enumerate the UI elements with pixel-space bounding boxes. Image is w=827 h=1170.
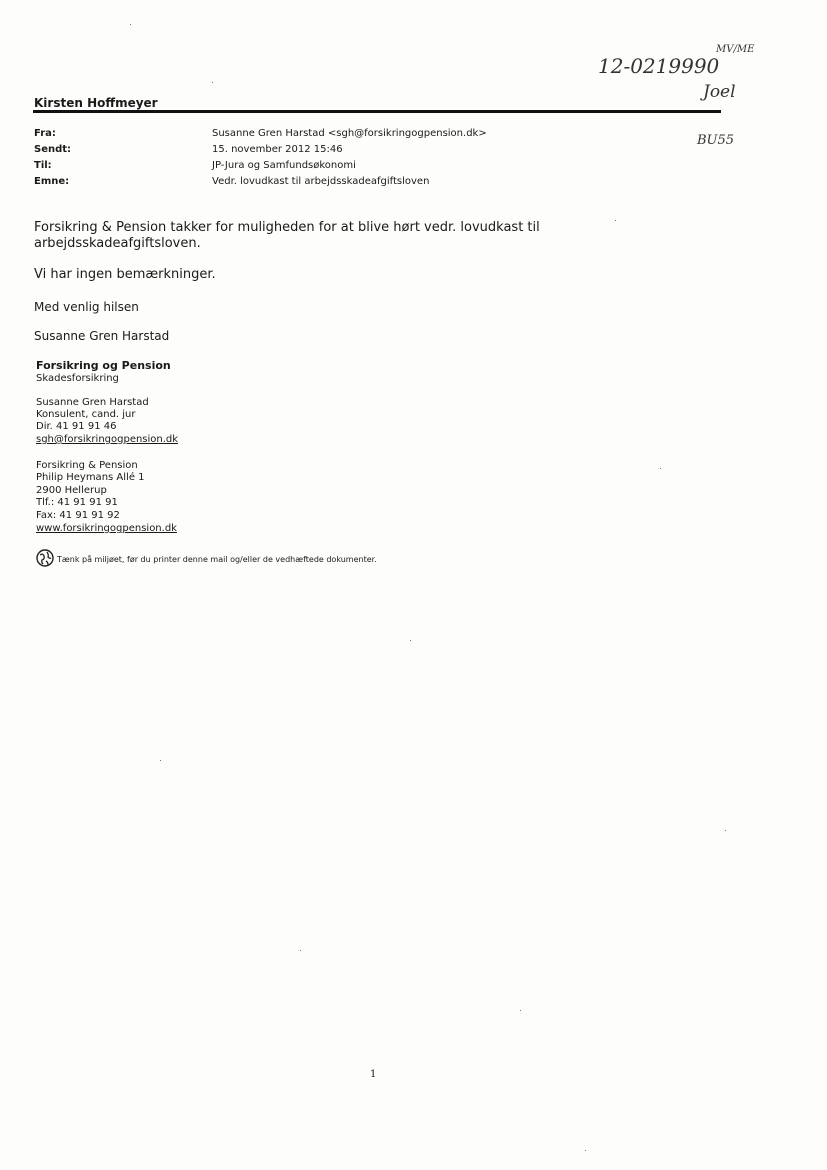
body-paragraph-1: Forsikring & Pension takker for muligheden for at blive hørt vedr. lovudkast til arbejdsskadeafgiftsloven. <box>34 220 540 251</box>
sent-value: 15. november 2012 15:46 <box>212 144 343 155</box>
handwritten-note-top: MV/ME <box>716 44 755 55</box>
signature-city: 2900 Hellerup <box>36 485 107 496</box>
scan-speck <box>660 468 661 469</box>
sender-name: Susanne Gren Harstad <box>34 329 170 343</box>
handwritten-note-mid: Joel <box>703 82 736 102</box>
signature-web-link[interactable]: www.forsikringogpension.dk <box>36 523 177 534</box>
closing-greeting: Med venlig hilsen <box>34 300 139 314</box>
scan-speck <box>520 1010 521 1011</box>
subject-value: Vedr. lovudkast til arbejdsskadeafgiftsloven <box>212 176 430 187</box>
signature-company: Forsikring & Pension <box>36 460 138 471</box>
subject-label: Emne: <box>34 176 70 187</box>
signature-phone: Tlf.: 41 91 91 91 <box>36 497 118 508</box>
signature-title: Konsulent, cand. jur <box>36 409 136 420</box>
scan-speck <box>410 640 411 641</box>
scan-speck <box>160 760 161 761</box>
handwritten-note-low: BU55 <box>697 133 735 148</box>
scan-speck <box>212 82 213 83</box>
signature-street: Philip Heymans Allé 1 <box>36 472 145 483</box>
eco-note-text: Tænk på miljøet, før du printer denne mail og/eller de vedhæftede dokumenter. <box>57 554 377 564</box>
signature-email-link[interactable]: sgh@forsikringogpension.dk <box>36 434 179 445</box>
page-number: 1 <box>370 1069 377 1080</box>
scan-speck <box>615 220 616 221</box>
sent-label: Sendt: <box>34 144 72 155</box>
scan-speck <box>130 24 131 25</box>
signature-dept: Skadesforsikring <box>36 373 119 384</box>
signature-fax: Fax: 41 91 91 92 <box>36 510 120 521</box>
scan-speck <box>300 950 301 951</box>
body-paragraph-2: Vi har ingen bemærkninger. <box>34 267 216 282</box>
signature-name: Susanne Gren Harstad <box>36 397 149 408</box>
signature-direct-phone: Dir. 41 91 91 46 <box>36 421 117 432</box>
handwritten-case-number: 12-0219990 <box>598 54 720 78</box>
to-label: Til: <box>34 160 52 171</box>
eco-note <box>36 549 377 569</box>
signature-org: Forsikring og Pension <box>36 359 171 372</box>
scan-speck <box>725 830 726 831</box>
from-value: Susanne Gren Harstad <sgh@forsikringogpension.dk> <box>212 128 487 139</box>
to-value: JP-Jura og Samfundsøkonomi <box>212 160 356 171</box>
scan-speck <box>585 1150 586 1151</box>
mailbox-owner: Kirsten Hoffmeyer <box>34 96 158 110</box>
header-divider <box>33 110 721 113</box>
globe-icon <box>36 549 54 569</box>
from-label: Fra: <box>34 128 56 139</box>
